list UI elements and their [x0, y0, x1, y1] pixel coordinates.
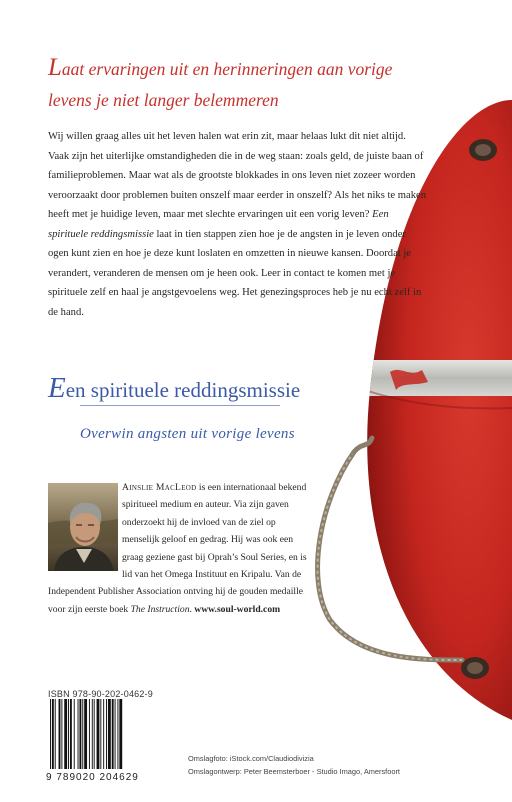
barcode-bar [82, 699, 83, 769]
author-name: Ainslie MacLeod [122, 482, 197, 493]
barcode-bar [97, 699, 100, 769]
barcode-bar [74, 699, 75, 769]
barcode-bar [79, 699, 81, 769]
barcode [48, 699, 156, 769]
headline [48, 52, 428, 116]
isbn-label: ISBN 978-90-202-0462-9 [48, 689, 153, 699]
cover-credits [188, 753, 448, 778]
barcode-bar [68, 699, 69, 769]
barcode-bar [52, 699, 54, 769]
barcode-bar [55, 699, 56, 769]
barcode-bar [119, 699, 122, 769]
barcode-bar [84, 699, 87, 769]
bio-book-reference: The Instruction [130, 603, 190, 615]
barcode-bar [59, 699, 61, 769]
barcode-number: 9 789020 204629 [46, 772, 139, 783]
headline-text: aat ervaringen uit en herinneringen aan vorige levens je niet langer belemmeren [48, 59, 393, 110]
blurb-book-title: Een spirituele reddingsmissie [48, 209, 389, 240]
barcode-bar [92, 699, 93, 769]
book-title-text: en spirituele reddingsmissie [65, 378, 301, 402]
barcode-bar [106, 699, 107, 769]
barcode-bar [112, 699, 114, 769]
author-bio: Ainslie MacLeod is een internationaal bekend spiritueel medium en auteur. Via zijn gaven onderzoekt hij de invloed van de ziel op menselijk geloof en gedrag. Hij was ook een graag geziene gast bij Oprah’s Soul Series, en is lid van het Omega Instituut en Kripalu. Van de Independent Publisher Association ontving hij de gouden medaille voor zijn eerste boek The Instruction. www.soul-world.com [48, 482, 307, 615]
bio-text: is een internationaal bekend spiritueel medium en auteur. Via zijn gaven onderzoekt hij de invloed van de ziel op menselijk geloof en gedrag. Hij was ook een graag geziene gast bij Oprah’s Soul Series, en is lid van het Omega Instituut en Kripalu. Van de Independent Publisher Association ontving hij de gouden medaille voor zijn eerste boek [48, 482, 307, 615]
blurb [48, 127, 428, 322]
barcode-bar [70, 699, 72, 769]
barcode-bar [115, 699, 116, 769]
barcode-bar [100, 699, 101, 769]
barcode-bar [89, 699, 90, 769]
blurb-part2: laat in tien stappen zien hoe je de angsten in je leven onder ogen kunt zien en hoe je deze kunt loslaten en omzetten in nieuwe kansen. Doordat je verandert, veranderen de mensen om je heen ook. Leer in contact te komen met je spirituele zelf en haal je angstgevoelens weg. Het genezingsproces heb je nu echt zelf in de hand. [48, 228, 422, 318]
blurb-paragraph [48, 127, 428, 322]
author-website-link[interactable]: www.soul-world.com [194, 603, 281, 615]
barcode-bar [117, 699, 118, 769]
book-title [48, 372, 408, 405]
book-subtitle: Overwin angsten uit vorige levens [80, 426, 295, 442]
headline-initial: L [48, 54, 62, 81]
title-divider [80, 405, 280, 406]
barcode-bar [78, 699, 79, 769]
barcode-bar [108, 699, 111, 769]
barcode-bar [64, 699, 67, 769]
barcode-bar [61, 699, 62, 769]
blurb-part1: Wij willen graag alles uit het leven halen wat erin zit, maar helaas lukt dit niet altijd. Vaak zijn het uiterlijke omstandigheden die in de weg staan: zoals geld, de juiste baan of familieproblemen. Maar wat als de grootste blokkades in ons leven niet zozeer worden veroorzaakt door problemen buiten onszelf maar eerder in onszelf? Als het niks te maken heeft met je huidige leven, maar met slechte ervaringen uit een vorig leven? [48, 131, 426, 220]
barcode-bar [94, 699, 95, 769]
design-credit: Omslagontwerp: Peter Beemsterboer - Studio Imago, Amersfoort [188, 766, 400, 776]
barcode-bar [103, 699, 104, 769]
book-title-initial: E [48, 372, 66, 404]
barcode-bar [50, 699, 51, 769]
photo-credit: Omslagfoto: iStock.com/Claudiodivizia [188, 754, 314, 763]
